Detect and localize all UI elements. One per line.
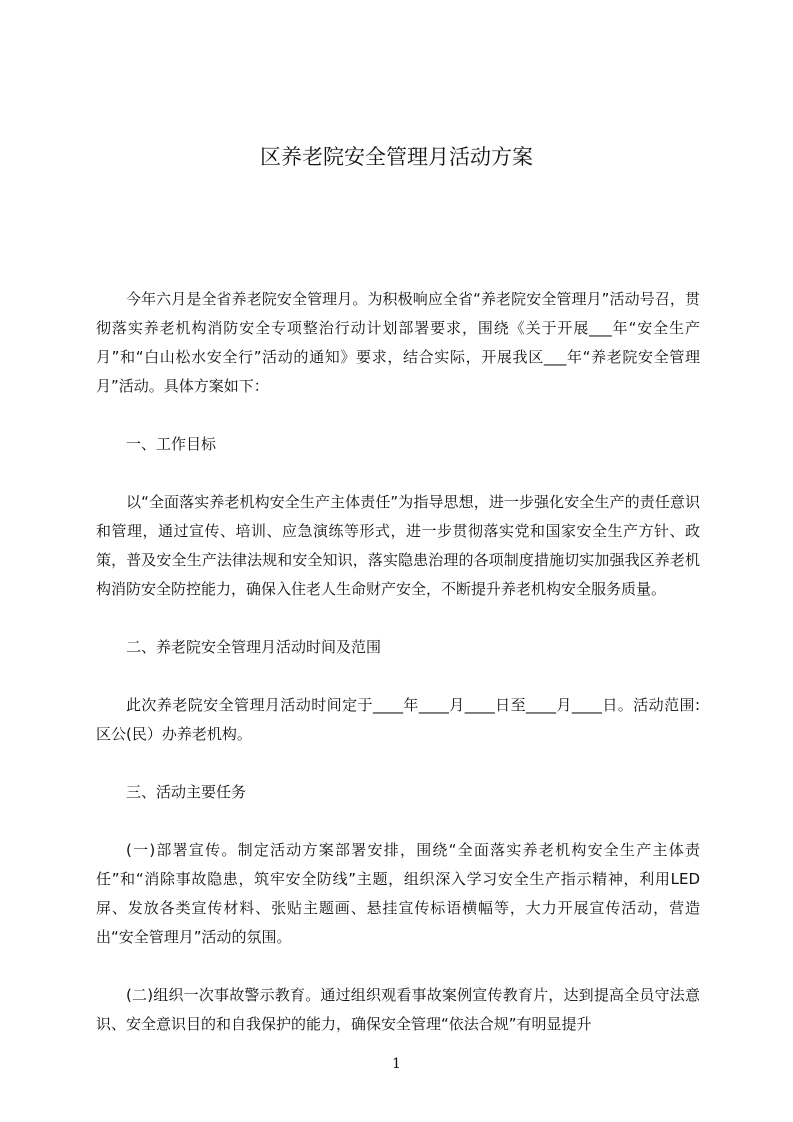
document-body xyxy=(96,285,700,1039)
section-heading-time-scope: 二、养老院安全管理月活动时间及范围 xyxy=(126,638,382,656)
intro-paragraph: 今年六月是全省养老院安全管理月。为积极响应全省“养老院安全管理月”活动号召，贯彻落实养老机构消防安全专项整治行动计划部署要求，围绕《关于开展___年“安全生产月”和“白山松水安全行”活动的通知》要求，结合实际，开展我区___年“养老院安全管理月”活动。具体方案如下： xyxy=(96,290,700,395)
section-heading-goals: 一、工作目标 xyxy=(126,435,217,453)
section-paragraph: (二)组织一次事故警示教育。通过组织观看事故案例宣传教育片，达到提高全员守法意识、安全意识目的和自我保护的能力，确保安全管理“依法合规”有明显提升 xyxy=(96,986,700,1033)
section-heading-tasks: 三、活动主要任务 xyxy=(126,783,247,801)
page-number: 1 xyxy=(392,1056,401,1072)
document-title: 区养老院安全管理月活动方案 xyxy=(260,145,533,169)
section-paragraph: 此次养老院安全管理月活动时间定于____年____月____日至____月____日。活动范围:区公(民）办养老机构。 xyxy=(96,696,700,743)
section-paragraph: (一)部署宣传。制定活动方案部署安排，围绕“全面落实养老机构安全生产主体责任”和“消除事故隐患，筑牢安全防线”主题，组织深入学习安全生产指示精神，利用LED屏、发放各类宣传材料、张贴主题画、悬挂宣传标语横幅等，大力开展宣传活动，营造出“安全管理月”活动的氛围。 xyxy=(96,841,700,946)
section-paragraph: 以“全面落实养老机构安全生产主体责任”为指导思想，进一步强化安全生产的责任意识和管理，通过宣传、培训、应急演练等形式，进一步贯彻落实党和国家安全生产方针、政策，普及安全生产法律法规和安全知识，落实隐患治理的各项制度措施切实加强我区养老机构消防安全防控能力，确保入住老人生命财产安全，不断提升养老机构安全服务质量。 xyxy=(96,493,700,598)
